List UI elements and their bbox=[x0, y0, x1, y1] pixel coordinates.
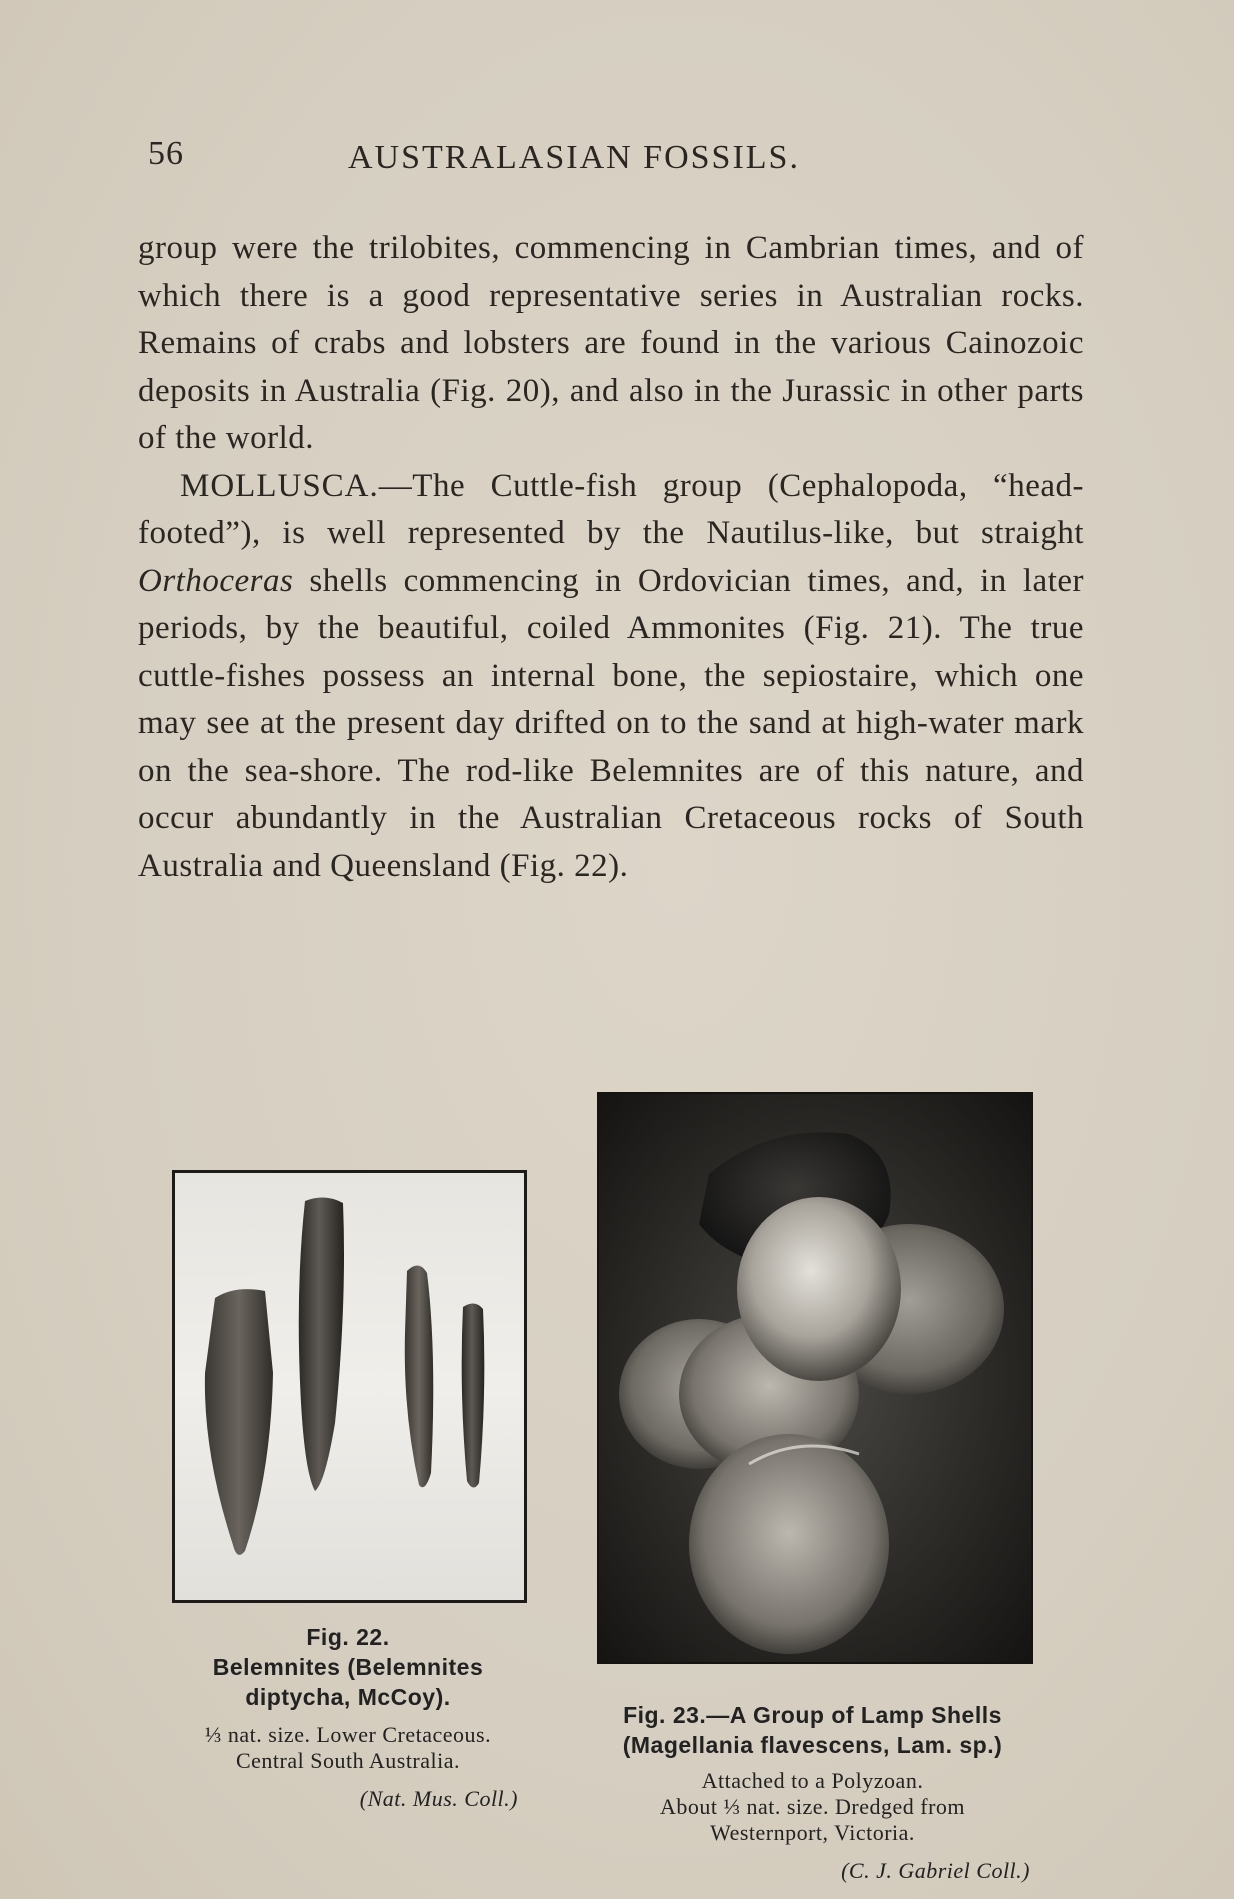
paragraph-crustacea: group were the trilobites, commencing in Cambrian times, and of which there is a good representative series in Australian rocks. Remains of crabs and lobsters are found in the various Cainozoic deposits in Australia (Fig. 20), and also in the Jurassic in other parts of the world. bbox=[138, 230, 1084, 456]
section-heading-mollusca: MOLLUSCA. bbox=[180, 467, 379, 504]
belemnites-illustration bbox=[175, 1173, 524, 1600]
running-head: AUSTRALASIAN FOSSILS. bbox=[348, 139, 800, 176]
fig23-title-line2: (Magellania flavescens, Lam. sp.) bbox=[622, 1732, 1003, 1758]
fig23-detail-line1: Attached to a Polyzoan. bbox=[701, 1768, 924, 1793]
fig22-title-line2: diptycha, McCoy). bbox=[245, 1684, 451, 1710]
belemnite-3 bbox=[405, 1265, 433, 1487]
orthoceras-term: Orthoceras bbox=[138, 562, 294, 599]
fig23-detail-line2: About ⅓ nat. size. Dredged from bbox=[659, 1794, 966, 1819]
paragraph-mollusca-part-a: —The Cuttle-fish group (Cephalopoda, “head-footed”), is well represented by the Nautilus-like, but straight bbox=[138, 467, 1084, 551]
fig22-caption bbox=[148, 1622, 548, 1812]
fig23-lamp-shells-photo bbox=[597, 1092, 1033, 1664]
page-header bbox=[148, 135, 1088, 185]
fig22-belemnites-photo bbox=[172, 1170, 527, 1603]
fig23-credit: (C. J. Gabriel Coll.) bbox=[841, 1858, 1030, 1883]
fig23-caption bbox=[585, 1700, 1040, 1884]
fig22-detail-line1: ⅓ nat. size. Lower Cretaceous. bbox=[204, 1722, 492, 1747]
fig23-detail-line3: Westernport, Victoria. bbox=[710, 1820, 915, 1845]
page-number: 56 bbox=[148, 135, 184, 172]
fig22-detail-line2: Central South Australia. bbox=[235, 1748, 461, 1773]
lamp-shell-top bbox=[737, 1197, 901, 1381]
paragraph-mollusca-part-b: shells commencing in Ordovician times, and, in later periods, by the beautiful, coiled Ammonites (Fig. 21). The true cuttle-fishes possess an internal bone, the sepiostaire, which one may see at the present day drifted on to the sand at high-water mark on the sea-shore. The rod-like Belemnites are of this nature, and occur abundantly in the Australian Cretaceous rocks of South Australia and Queensland (Fig. 22). bbox=[138, 562, 1084, 884]
belemnite-1 bbox=[205, 1289, 273, 1555]
fig22-title-line1: Belemnites (Belemnites bbox=[212, 1654, 484, 1680]
fig22-credit: (Nat. Mus. Coll.) bbox=[359, 1786, 518, 1811]
paragraph-mollusca bbox=[138, 463, 1084, 891]
belemnite-4 bbox=[462, 1303, 485, 1487]
fig23-title-line1: Fig. 23.—A Group of Lamp Shells bbox=[623, 1702, 1002, 1728]
lamp-shell-bottom bbox=[689, 1434, 889, 1654]
lamp-shells-illustration bbox=[599, 1094, 1031, 1662]
fig22-label: Fig. 22. bbox=[306, 1624, 390, 1650]
body-text bbox=[138, 225, 1084, 890]
belemnite-2 bbox=[299, 1197, 344, 1491]
